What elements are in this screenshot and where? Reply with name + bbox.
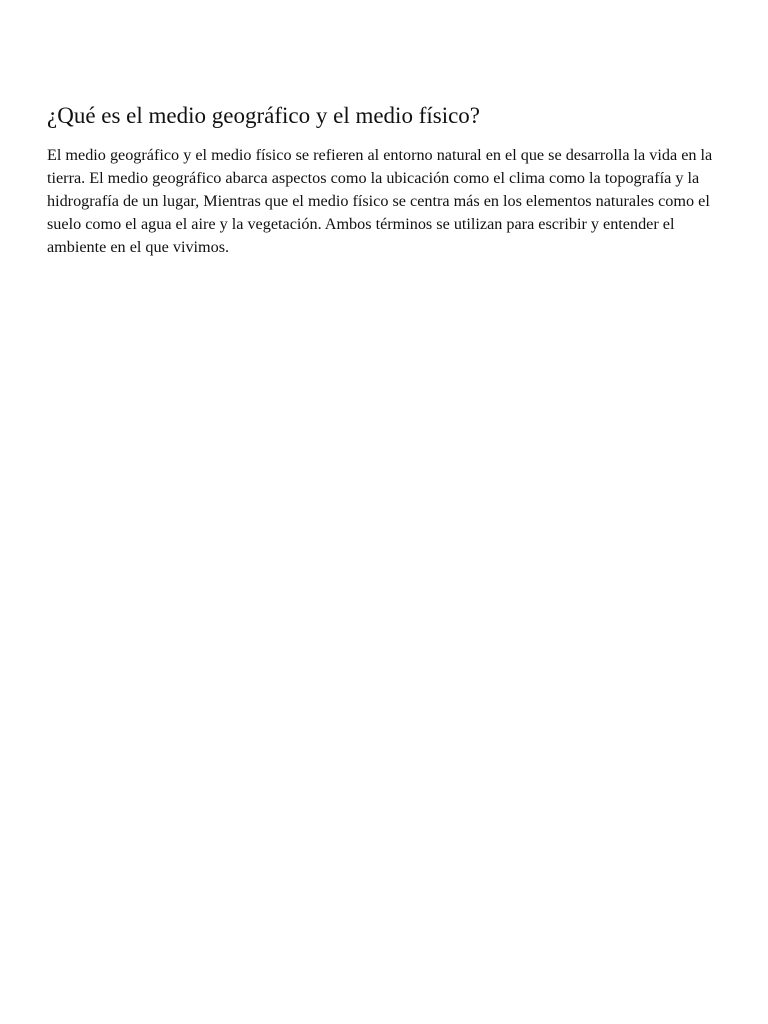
document-page (47, 100, 723, 259)
document-title: ¿Qué es el medio geográfico y el medio físico? (47, 103, 481, 128)
document-paragraph: El medio geográfico y el medio físico se refieren al entorno natural en el que se desarrolla la vida en la tierra. El medio geográfico abarca aspectos como la ubicación como el clima como la topografía y la hidrografía de un lugar, Mientras que el medio físico se centra más en los elementos naturales como el suelo como el agua el aire y la vegetación. Ambos términos se utilizan para escribir y entender el ambiente en el que vivimos. (47, 146, 713, 256)
